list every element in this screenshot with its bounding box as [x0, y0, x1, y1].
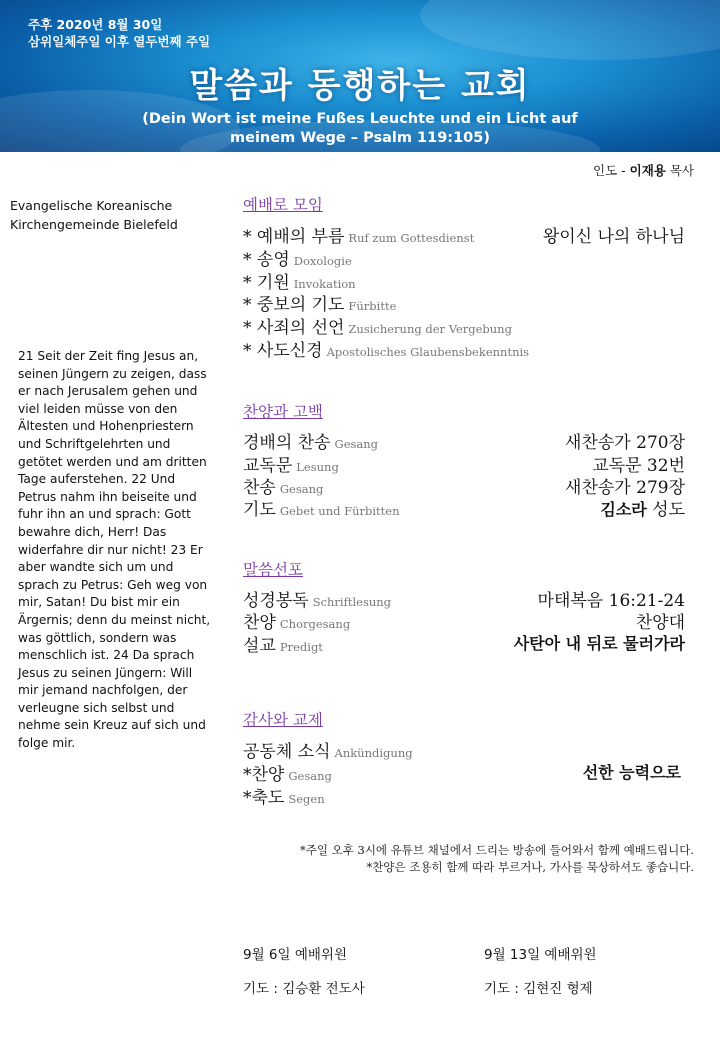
psalm-subtitle: (Dein Wort ist meine Fußes Leuchte und ein Licht auf meinem Wege – Psalm 119:105) [142, 111, 578, 146]
duty-line-sep6: 기도 : 김승환 전도사 [243, 981, 365, 997]
item-german: Doxologie [293, 254, 352, 268]
order-item [243, 586, 685, 611]
item-german: Ankündigung [334, 746, 413, 760]
sermon-title: 사탄아 내 뒤로 물러가라 [513, 634, 685, 653]
order-item [243, 245, 685, 270]
item-korean: 찬양 [243, 613, 276, 633]
item-german: Invokation [293, 277, 356, 291]
item-german: Gesang [288, 769, 332, 783]
closing-hymn: 선한 능력으로 [582, 763, 681, 782]
item-detail: 교독문 32번 [592, 456, 685, 476]
church-name [10, 196, 220, 234]
date-line: 주후 2020년 8월 30일 [28, 17, 163, 32]
section-title-fellowship: 감사와 교제 [243, 711, 323, 729]
item-german: Predigt [279, 640, 323, 654]
item-detail: 마태복음 16:21-24 [537, 591, 685, 611]
order-item [243, 495, 685, 520]
duty-heading-sep6: 9월 6일 예배위원 [243, 947, 348, 963]
church-name-line1: Evangelische Koreanische [10, 198, 173, 213]
item-korean: * 기원 [243, 273, 290, 293]
item-german: Lesung [296, 460, 339, 474]
order-item [243, 631, 685, 656]
item-german: Chorgesang [279, 617, 351, 631]
item-korean: 성경봉독 [243, 591, 309, 611]
item-korean: 공동체 소식 [243, 742, 331, 762]
header-date [28, 16, 210, 50]
item-korean: * 송영 [243, 250, 290, 270]
item-korean: 찬송 [243, 478, 276, 498]
order-item [243, 760, 685, 785]
item-german: Gebet und Fürbitten [279, 504, 400, 518]
section-title-sermon: 말씀선포 [243, 561, 303, 579]
order-item [243, 783, 685, 808]
item-detail [600, 495, 685, 520]
item-detail: 찬양대 [635, 613, 685, 633]
prayer-person-title: 성도 [646, 500, 685, 520]
order-item [243, 608, 685, 633]
item-korean: *축도 [243, 788, 285, 808]
worship-leader [593, 161, 694, 179]
item-german: Gesang [279, 482, 324, 496]
item-korean: 설교 [243, 636, 276, 656]
item-korean: 교독문 [243, 456, 293, 476]
item-korean: * 예배의 부름 [243, 227, 345, 247]
item-german: Fürbitte [348, 299, 397, 313]
item-german: Zusicherung der Vergebung [348, 322, 512, 336]
notice-broadcast: *주일 오후 3시에 유튜브 채널에서 드리는 방송에 들어와서 함께 예배드립니다. [300, 843, 694, 857]
order-item [243, 737, 685, 762]
church-name-line2: Kirchengemeinde Bielefeld [10, 217, 178, 232]
order-item [243, 313, 685, 338]
item-detail: 새찬송가 279장 [565, 478, 685, 498]
duty-line-sep13: 기도 : 김현진 형제 [484, 981, 593, 997]
leader-title: 목사 [669, 163, 694, 178]
header-banner [0, 0, 720, 152]
item-german: Apostolisches Glaubensbekenntnis [326, 345, 530, 359]
leader-name: 이재용 [629, 163, 666, 178]
item-german: Gesang [334, 437, 379, 451]
item-korean: * 중보의 기도 [243, 295, 345, 315]
section-title-gathering: 예배로 모임 [243, 196, 323, 214]
order-item [243, 222, 685, 247]
duty-heading-sep13: 9월 13일 예배위원 [484, 947, 597, 963]
prayer-person: 김소라 [600, 500, 647, 519]
item-korean: *찬양 [243, 765, 285, 785]
item-korean: * 사도신경 [243, 341, 323, 361]
sunday-line: 삼위일체주일 이후 열두번째 주일 [28, 34, 211, 49]
item-korean: 기도 [243, 500, 276, 520]
item-korean: * 사죄의 선언 [243, 318, 345, 338]
item-detail: 새찬송가 270장 [565, 433, 685, 453]
scripture-passage: 21 Seit der Zeit fing Jesus an, seinen Jüngern zu zeigen, dass er nach Jerusalem gehen und viel leiden müsse von den Ältesten und Hohenpriestern und Schriftgelehrten und getötet werden und am dritten Tage auferstehen. 22 Und Petrus nahm ihn beiseite und fuhr ihn an und sprach: Gott bewahre dich, Herr! Das widerfahre dir nur nicht! 23 Er aber wandte sich um und sprach zu Petrus: Geh weg von mir, Satan! Du bist mir ein Ärgernis; denn du meinst nicht, was göttlich, sondern was menschlich ist. 24 Da sprach Jesus zu seinen Jüngern: Will mir jemand nachfolgen, der verleugne sich selbst und nehme sein Kreuz auf sich und folge mir. [18, 349, 211, 751]
church-motto-title: 말씀과 동행하는 교회 [189, 66, 531, 106]
order-item [243, 451, 685, 476]
order-item [243, 290, 685, 315]
order-item [243, 336, 685, 361]
item-detail: 왕이신 나의 하나님 [542, 227, 685, 247]
item-german: Segen [288, 792, 325, 806]
notice-singing: *찬양은 조용히 함께 따라 부르거나, 가사를 묵상하셔도 좋습니다. [366, 860, 694, 874]
order-item [243, 428, 685, 453]
section-title-praise: 찬양과 고백 [243, 403, 323, 421]
item-german: Ruf zum Gottesdienst [348, 231, 475, 245]
order-item [243, 473, 685, 498]
item-german: Schriftlesung [312, 595, 392, 609]
leader-label: 인도 - [593, 163, 626, 178]
order-item [243, 268, 685, 293]
wave-decoration [420, 0, 720, 60]
item-korean: 경배의 찬송 [243, 433, 331, 453]
